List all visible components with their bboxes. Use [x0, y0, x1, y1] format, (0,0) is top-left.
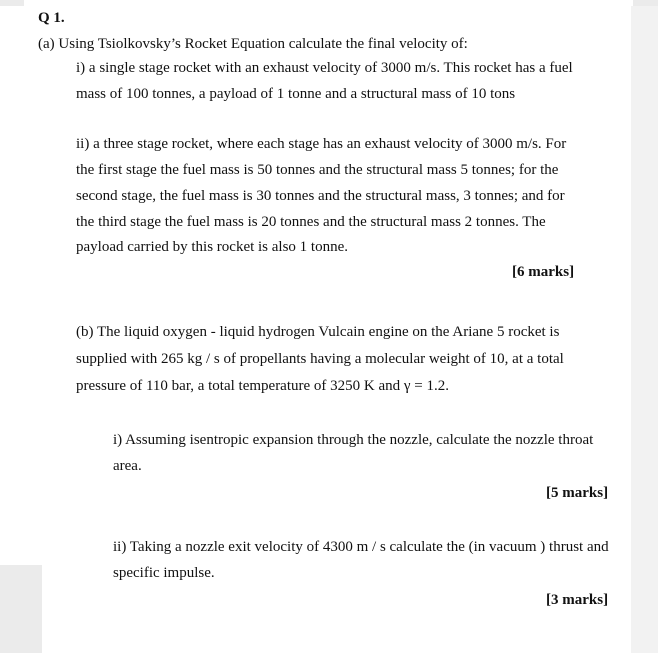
- part-a-marks: [6 marks]: [512, 264, 575, 280]
- background-corner-top-left: [0, 0, 24, 6]
- part-a-ii-line: ii) a three stage rocket, where each stage has an exhaust velocity of 3000 m/s. For: [76, 136, 567, 152]
- part-b-i-marks: [5 marks]: [546, 485, 609, 501]
- background-right-strip: [631, 6, 658, 653]
- part-b-intro-line: pressure of 110 bar, a total temperature of 3250 K and γ = 1.2.: [76, 378, 449, 394]
- part-a-i-line: i) a single stage rocket with an exhaust velocity of 3000 m/s. This rocket has a fuel: [76, 60, 573, 76]
- part-b-intro-line: supplied with 265 kg / s of propellants having a molecular weight of 10, at a total: [76, 351, 564, 367]
- part-a-ii-line: payload carried by this rocket is also 1 tonne.: [76, 239, 349, 255]
- part-b-ii-line: specific impulse.: [113, 565, 215, 581]
- part-b-intro-line: (b) The liquid oxygen - liquid hydrogen Vulcain engine on the Ariane 5 rocket is: [76, 324, 560, 340]
- part-b-ii-marks: [3 marks]: [546, 592, 609, 608]
- part-b-ii-line: ii) Taking a nozzle exit velocity of 4300 m / s calculate the (in vacuum ) thrust and: [113, 539, 609, 555]
- part-a-ii-line: the first stage the fuel mass is 50 tonnes and the structural mass 5 tonnes; for the: [76, 162, 559, 178]
- part-b-i-line: area.: [113, 458, 142, 474]
- part-a-ii-line: second stage, the fuel mass is 30 tonnes and the structural mass, 3 tonnes; and for: [76, 188, 565, 204]
- part-a-ii-line: the third stage the fuel mass is 20 tonnes and the structural mass 2 tonnes. The: [76, 214, 546, 230]
- question-number: Q 1.: [38, 10, 65, 26]
- part-b-i-line: i) Assuming isentropic expansion through the nozzle, calculate the nozzle throat: [113, 432, 594, 448]
- part-a-i-line: mass of 100 tonnes, a payload of 1 tonne and a structural mass of 10 tons: [76, 86, 516, 102]
- background-corner-bottom-left: [0, 565, 42, 653]
- part-a-intro: (a) Using Tsiolkovsky’s Rocket Equation calculate the final velocity of:: [38, 36, 468, 52]
